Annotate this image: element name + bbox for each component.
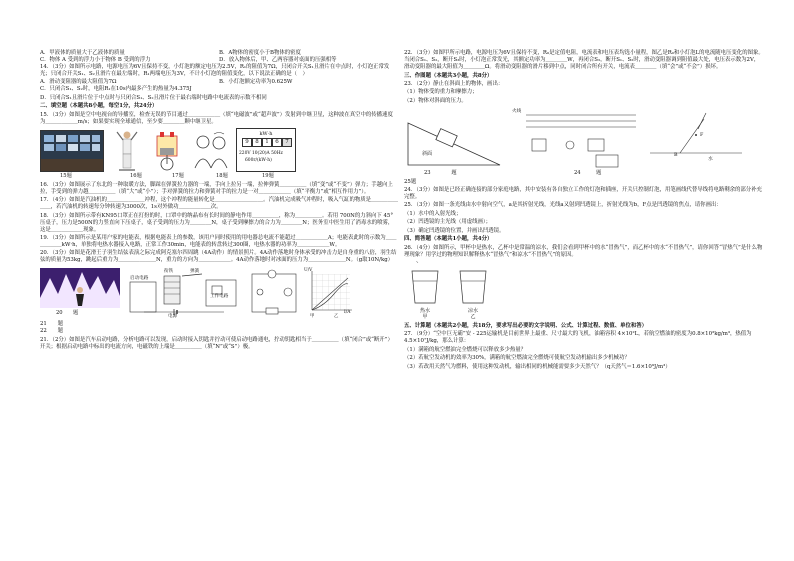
q21-text: 21．（2分）如图是汽车启动电路，分析电路可以发现，启动时接入钥匙并拧动可使启动电路通电，拧动钥匙相当于＿＿＿＿＿（填“闭合”或“断开”）开关；根据启动电路中标出的电流方向，电磁铁的上端是＿＿＿＿＿（填“N”或“S”）极。 (40, 336, 393, 350)
q19-text: 19．（3分）如图所示是某用户家的电能表，根据电能表上的参数，该用户同时使用的用电器总电流不能超过＿＿＿＿＿＿A；电能表此时的示数为＿＿＿＿＿＿kW·h，单独将电热水器接入电路，正常工作30min，电能表的转盘转过300圈，电热水器的功率为＿＿＿＿＿＿W。 (40, 234, 397, 248)
q23-text: 23．（2分）静止在斜面上的物体，画出： (404, 81, 504, 88)
meter-digit: 6 (272, 138, 282, 147)
meter-unit: kW·h (259, 130, 273, 137)
graph-label-jia: 甲 (310, 314, 315, 320)
q25-text: 25．（3分）如图一条光线由水中射向空气，a是其折射光线，光线a又射到凹透镜上，折射光线为b，F点是凹透镜的焦点，请你画出： (404, 202, 722, 209)
q27-item-3: （3）若改用天然气为燃料，使用这种发动机，输出相同的机械能需要多少天然气？（q天然气＝1.6×10⁹J/m³） (404, 363, 671, 370)
q18-text: 18．（3分）如图所示带有KN95口罩正在打扮的时，口罩中的纳晶布有长时间的静电作用＿＿＿＿＿，称为＿＿＿＿＿。若用 700N的力斜向下 45°压桌子，压力是500N的力竖直向下压桌子，桌子受到的压力为＿＿＿＿N，桌子受到摩擦力的合力为＿＿＿＿N；医务室中医生用了消毒水的喷雾，这是＿＿＿＿＿＿现象。 (40, 212, 394, 233)
water-label: 水 (708, 156, 713, 162)
caption-23: 23 题 (424, 169, 457, 176)
section-5-heading: 五、计算题（本题共2小题，共18分，要求写出必要的文字说明、公式、计算过程、数值、单位和答） (404, 322, 648, 329)
circuit-diagram-a (248, 268, 300, 320)
incline-label: 斜面 (422, 150, 433, 157)
meter-spec-2: 600r/(kW·h) (245, 157, 272, 163)
q17-text: 17．（4分）如图是汽油机的＿＿＿＿＿＿＿冲程，这个冲程的能量转化是＿＿＿＿＿＿＿＿＿。汽油机完成吸气冲程时，吸入气缸的物质是＿＿＿＿＿＿＿，若汽油机的转速每分钟转速为3000次，1s对外做功＿＿＿＿＿＿次。 (40, 197, 398, 211)
q27-item-1: （1）满箱的航空燃油完全燃烧可以释放多少热量？ (404, 346, 527, 353)
left-column (40, 50, 398, 352)
caption-19: 19题 (262, 172, 274, 179)
doctor-cartoon (190, 130, 230, 172)
meter-digits (242, 138, 292, 147)
hot-cup-drawing (408, 261, 442, 305)
q16-text: 16．（3分）如图展示了东北的一种取暖方法，脚踩在弹簧拉力器的一端，手向上拉另一端，拉伸弹簧＿＿＿＿＿（填“变”或“不变”）弹力；手越向上拉，手受到的弹力越＿＿＿＿＿（填“大”或“小”）；手对弹簧的拉力和弹簧对手的拉力是一对＿＿＿＿＿＿（填“平衡力”或“相互作用力”）。 (40, 181, 393, 195)
q27-text: 27．（9分）“空中巨无霸”安 - 225运输机是目前世界上最重、尺寸最大的飞机，油箱容积 4×10²L，若航空燃油的密度为0.8×10³kg/m³，热值为4.5×10⁷J/kg，那么计算： (404, 331, 752, 345)
point-b-label: B (674, 152, 678, 158)
label-spring: 弹簧 (190, 269, 200, 275)
q13-options-row1 (40, 50, 398, 57)
q27-item-2: （2）若航空发动机的效率为30%，满箱的航空燃油完全燃烧可使航空发动机输出多少机械功？ (404, 355, 630, 362)
person-spring-image (110, 130, 144, 172)
right-column (404, 50, 764, 372)
label-work-circuit: 工作电路 (210, 294, 229, 300)
q13-option-b: B．A物体的密度小于B物体的密度 (219, 50, 301, 56)
control-room-photo (40, 130, 104, 172)
figures-15-19 (40, 128, 398, 172)
caption-20: 20 题 (56, 310, 79, 317)
circuit-a-figure (248, 268, 300, 320)
meter-digit: 1 (262, 138, 272, 147)
q22-text: 22．（3分）如图甲所示电路，电源电压为6V且保持不变，R₀是定值电阻，电流表和电压表均选小量程，图乙是R₀和小灯泡L的电流随电压变化的图象。当闭合S₁、S₂，断开S₃时，小灯泡正常发光，其额定功率为＿＿＿＿W，再闭合S₃，断开S₁、S₂时，滑动变阻器调到阻值最大处，电压表示数为2V，滑动变阻器的最大阻值为＿＿＿＿Ω。将滑动变阻器的滑片移到中点，同时闭合所有开关，电流表＿＿＿＿（填“会”或“不会”）损坏。 (404, 50, 764, 71)
q13-option-d: D．放入物体后，甲、乙两容器对桌面的压强相等 (219, 57, 337, 64)
q13-options-row2 (40, 57, 398, 64)
q20-text: 20．（3分）如图是花滑王子羽生结弦表演之际完成阿克塞尔四周跳（4A动作）的情景照片。4A动作落地时身体承受的冲击力是自身重的八倍，羽生结弦的质量为53kg，跳起后重力为＿＿＿＿＿＿＿N，重力的方向为＿＿＿＿＿＿。4A动作落地时对冰面的压力为＿＿＿＿＿＿＿N。（g取10N/kg） (40, 250, 397, 264)
q25-item-1: （1）水中的入射光线； (404, 210, 462, 217)
graph-label-yi: 乙 (334, 314, 339, 320)
caption-25: 25题 (404, 178, 417, 185)
figures-23-25 (404, 107, 764, 169)
q14-option-d: D．只闭合S₁且滑片位于中点时与只闭合S₁、S₂且滑片位于最右端时电路中电流表的示数不相同 (40, 94, 267, 101)
label-armature: 衔铁 (164, 269, 174, 275)
cups-figure (408, 261, 764, 321)
control-room-image (41, 131, 103, 171)
relay-circuit-figure (124, 268, 244, 320)
incline-figure (404, 109, 504, 169)
q14-option-b: B．小灯泡额定功率为0.625W (219, 79, 293, 86)
cup-jia-label: 甲 (422, 314, 428, 321)
caption-22: 22 题 (40, 328, 64, 335)
refraction-diagram (646, 109, 746, 169)
figure-captions-23-25 (404, 170, 764, 177)
incline-diagram (404, 109, 504, 169)
caption-21: 21 题 (40, 321, 64, 328)
live-wire-label: 火线 (512, 108, 522, 114)
cup-yi-label: 乙 (470, 314, 476, 321)
spring-exerciser-figure (110, 130, 144, 172)
household-circuit-diagram (512, 109, 638, 169)
label-start-circuit: 启动电路 (130, 276, 149, 282)
q14-option-a: A．滑动变阻器的最大阻值为7Ω (40, 79, 117, 86)
electricity-meter (236, 128, 296, 172)
meter-digit: 7 (282, 138, 292, 147)
q23-item-1: （1）物体受的重力和摩擦力； (404, 89, 478, 96)
doctor-figure (190, 130, 230, 172)
focal-point-label: F (700, 132, 704, 138)
hot-water-label: 热水 (419, 307, 430, 314)
hot-water-cup (408, 261, 442, 321)
section-3-heading: 三、作图题（本题共3小题，共8分） (404, 72, 493, 79)
household-circuit-figure (512, 109, 638, 169)
figures-20-22 (40, 266, 398, 320)
label-power-source: 电源 (168, 314, 178, 320)
q13-option-c: C．物体 A 受到的浮力小于物体 B 受到的浮力 (40, 57, 151, 64)
meter-digit: 8 (252, 138, 262, 147)
q26-text: 26．（4分）如图所示，甲杯中是热水，乙杯中是常温的凉水，我们会看到甲杯中的水“冒热气”，而乙杯中的水“不冒热气”，请你回答“冒热气”是什么物理现象？用学过的物理知识解释热水“冒热气”和凉水“不冒热气”的原因。 (404, 244, 763, 258)
q13-option-a: A．甲液体的质量大于乙液体的质量 (40, 50, 125, 56)
q25-item-2: （2）凹透镜的主光线（用虚线画）； (404, 219, 491, 226)
cold-water-label: 凉水 (467, 307, 478, 314)
cold-water-cup (456, 261, 490, 321)
graph-y-label: U/V (304, 268, 313, 274)
figure-captions-15-19 (40, 173, 398, 180)
skater-photo (40, 268, 120, 320)
cold-cup-drawing (456, 261, 490, 305)
meter-spec-1: 220V 10(20)A 50Hz (239, 150, 283, 156)
caption-18: 18题 (216, 172, 228, 179)
caption-15: 15题 (60, 172, 72, 179)
caption-17: 17题 (172, 172, 184, 179)
q24-text: 24．（3分）如图是已经正确连接的部分家庭电路，其中安装有各自独立工作的灯泡和插座，开关只控制灯泡，用笔画线代替导线将电路剩余的部分补充完整。 (404, 187, 762, 201)
q15-text: 15．（3分）如图是空中电视台的导播室，检查无误的节目通过＿＿＿＿＿＿（填“电磁波”或“超声波”）发射到中继卫星，这种波在真空中的传播速度为＿＿＿＿＿＿m/s；如果要实现全球通信，至少要＿＿＿＿颗中继卫星。 (40, 111, 393, 125)
q14-option-c: C．只闭合S₁、S₂时，电阻R₁在10s内最多产生的热量为4.375J (40, 86, 192, 93)
q25-item-3: （3）确定凹透镜的位置，并画出凹透镜。 (404, 227, 505, 234)
meter-digit: 9 (242, 138, 252, 147)
q23-item-2: （2）物体对斜面的压力。 (404, 97, 467, 104)
section-4-heading: 四、简答题（本题共1小题，共4分） (404, 236, 493, 243)
q14-stem: 14．（3分）如图所示电路，电源电压为6V且保持不变，小灯泡的额定电压为2.5V，R₁的阻值为7Ω，只闭合开关S₁且滑片在中点时，小灯泡正常发光；只闭合开关S₁、S₂且滑片在最左端时，R₁两端电压为3V，不计小灯泡的阻值变化，以下说法正确的是（ ） (40, 64, 390, 78)
graph-x-label: I/A (344, 310, 351, 316)
gasoline-engine-diagram (150, 130, 184, 172)
iv-graph-figure (304, 268, 356, 320)
refraction-figure (646, 109, 746, 169)
section-2-heading: 二、填空题（本题共8小题，每空1分，共24分） (40, 103, 158, 110)
skater-image (40, 268, 120, 308)
caption-16: 16题 (130, 172, 142, 179)
engine-figure (150, 130, 184, 172)
caption-24: 24 题 (574, 169, 602, 176)
